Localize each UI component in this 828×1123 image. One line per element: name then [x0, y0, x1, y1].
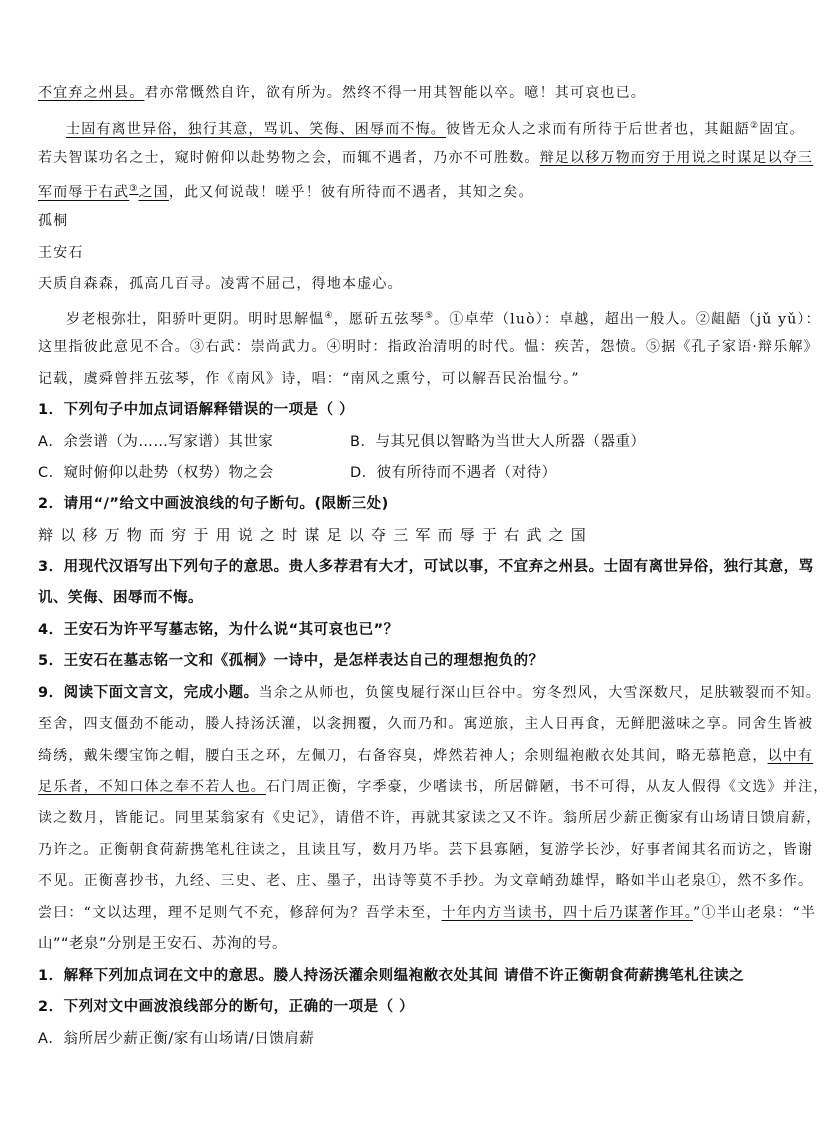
text-run: 绮绣，戴朱缨宝饰之帽，腰白玉之环，左佩刀，右备容臭，烨然若神人；余则缊袍敝衣处其间，略无慕艳意， [38, 748, 768, 764]
option-d: D．彼有所待而不遇者（对待） [350, 465, 557, 481]
text-run: 君亦常慨然自许，欲有所为。然终不得一用其智能以卒。噫！其可哀也已。 [144, 85, 647, 101]
question-4: 4．王安石为许平写墓志铭，为什么说“其可哀也已”？ [38, 622, 399, 638]
passage1-line-4 [38, 179, 758, 203]
underlined-sentence: 士固有离世异俗，独行其意，骂讥、笑侮、困辱而不悔。 [66, 121, 446, 138]
wavy-underlined-sentence-cont: 军而辱于右武 [38, 184, 130, 201]
text-run: ，愿斫五弦琴 [333, 311, 425, 328]
question-9-intro: 9．阅读下面文言文，完成小题。 [38, 685, 259, 701]
footnote-line-4: 记载，虞舜曾拌五弦琴，作《南风》诗，唱：“南风之熏兮，可以解吾民治愠兮。” [38, 371, 580, 387]
footnote-marker: ⑤ [424, 311, 435, 321]
text-run: 彼皆无众人之求而有所待于后世者也，其龃龉 [446, 121, 750, 138]
footnote-line-3: 这里指彼此意见不合。③右武：崇尚武力。④明时：指政治清明的时代。愠：疾苦，怨愤。⑤据《孔子家语·辩乐解》 [38, 339, 819, 355]
question-2-sentence: 辩以移万物而穷于用说之时谋足以夺三军而辱于右武之国 [38, 526, 594, 544]
passage2-line-2: 至舍，四支僵劲不能动，媵人持汤沃灌，以衾拥覆，久而乃和。寓逆旅，主人日再食，无鲜肥滋味之享。同舍生皆被 [38, 716, 814, 732]
question-2-2-option-a: A．翁所居少薪正衡/家有山场请/日馈肩薪 [38, 1031, 315, 1047]
text-run: ”①半山老泉：“半 [692, 905, 817, 921]
question-3-line-1: 3．用现代汉语写出下列句子的意思。贵人多荐君有大才，可试以事，不宜弃之州县。士固有离世异俗，独行其意，骂 [38, 559, 814, 575]
option-c: C．窥时俯仰以赴势（权势）物之会 [38, 465, 274, 481]
footnote-marker: ④ [324, 311, 334, 321]
text-run: 石门周正衡，字季豪，少嗜读书，所居僻陋，书不可得，从友人假得《文选》并注， [266, 779, 828, 795]
underlined-phrase: 不宜弃之州县。 [38, 85, 145, 101]
poem-line-2 [66, 306, 821, 330]
text-run: 之国 [138, 184, 169, 201]
footnote-marker: ③ [129, 184, 139, 194]
passage1-line-3 [38, 148, 814, 168]
text-run: 。①卓荦（luò）：卓越，超出一般人。②龃龉（jǔ yǔ）： [434, 311, 821, 328]
underlined-sentence-cont: 足乐者，不知口体之奉不若人也。 [38, 779, 266, 795]
passage2-line-3 [38, 746, 814, 766]
underlined-sentence: 以中有 [767, 748, 814, 764]
option-a: A．余尝谱（为……写家谱）其世家 [38, 434, 274, 450]
footnote-marker: ② [750, 121, 760, 131]
passage2-line-1 [38, 683, 821, 703]
text-run: 固宜。 [759, 121, 805, 138]
text-run: 尝曰：“文以达理，理不足则气不充，修辞何为？吾学未至， [38, 905, 442, 921]
passage2-line-8 [38, 903, 817, 923]
passage2-line-7: 不见。正衡喜抄书，九经、三史、老、庄、墨子，出诗等莫不手抄。为文章峭劲雄悍，略如半山老泉①，然不多作。 [38, 873, 814, 889]
question-5: 5．王安石在墓志铭一文和《孤桐》一诗中，是怎样表达自己的理想抱负的？ [38, 653, 544, 669]
poem-title: 孤桐 [38, 213, 69, 229]
text-run: 若夫智谋功名之士，窥时俯仰以赴势物之会，而辄不遇者，乃亦不可胜数。 [38, 150, 540, 166]
poem-line-1: 天质自森森，孤高几百寻。凌霄不屈己，得地本虚心。 [38, 276, 403, 292]
passage1-line-1 [38, 83, 758, 103]
question-2-2: 2．下列对文中画波浪线部分的断句，正确的一项是（ ） [38, 999, 415, 1015]
poem-author: 王安石 [38, 245, 84, 261]
passage2-line-5: 读之数月，皆能记。同里某翁家有《史记》，请借不许，再就其家读之又不许。翁所居少薪正衡家有山场请日馈肩薪， [38, 810, 822, 826]
option-row-ab [38, 432, 758, 452]
wavy-underlined-sentence: 辩足以移万物而穷于用说之时谋足以夺三 [539, 150, 814, 166]
passage2-line-9: 山”“老泉”分别是王安石、苏洵的号。 [38, 936, 288, 952]
question-1: 1．下列句子中加点词语解释错误的一项是（ ） [38, 402, 355, 418]
option-row-cd [38, 463, 758, 483]
passage1-line-2 [66, 116, 805, 140]
text-run: 岁老根弥壮，阳骄叶更阴。明时思解愠 [66, 311, 325, 328]
option-b: B．与其兄俱以智略为当世大人所器（器重） [350, 434, 646, 450]
passage2-line-4 [38, 777, 828, 797]
question-3-line-2: 讥、笑侮、困辱而不悔。 [38, 590, 203, 606]
passage2-line-6: 乃许之。正衡朝食荷薪携笔札往读之，且读且写，数月乃毕。芸下县寡陋，复游学长沙，好事者闻其名而访之，皆谢 [38, 842, 814, 858]
question-2-1: 1．解释下列加点词在文中的意思。媵人持汤沃灌余则缊袍敝衣处其间 请借不许正衡朝食荷薪携笔札往读之 [38, 968, 745, 984]
text-run: 当余之从师也，负箧曳屣行深山巨谷中。穷冬烈风，大雪深数尺，足肤皲裂而不知。 [258, 685, 821, 701]
text-run: ，此又何说哉！嗟乎！彼有所待而不遇者，其知之矣。 [168, 184, 534, 201]
underlined-sentence: 十年内方当读书，四十后乃谋著作耳。 [441, 905, 693, 921]
question-2: 2．请用“/”给文中画波浪线的句子断句。(限断三处) [38, 496, 389, 512]
